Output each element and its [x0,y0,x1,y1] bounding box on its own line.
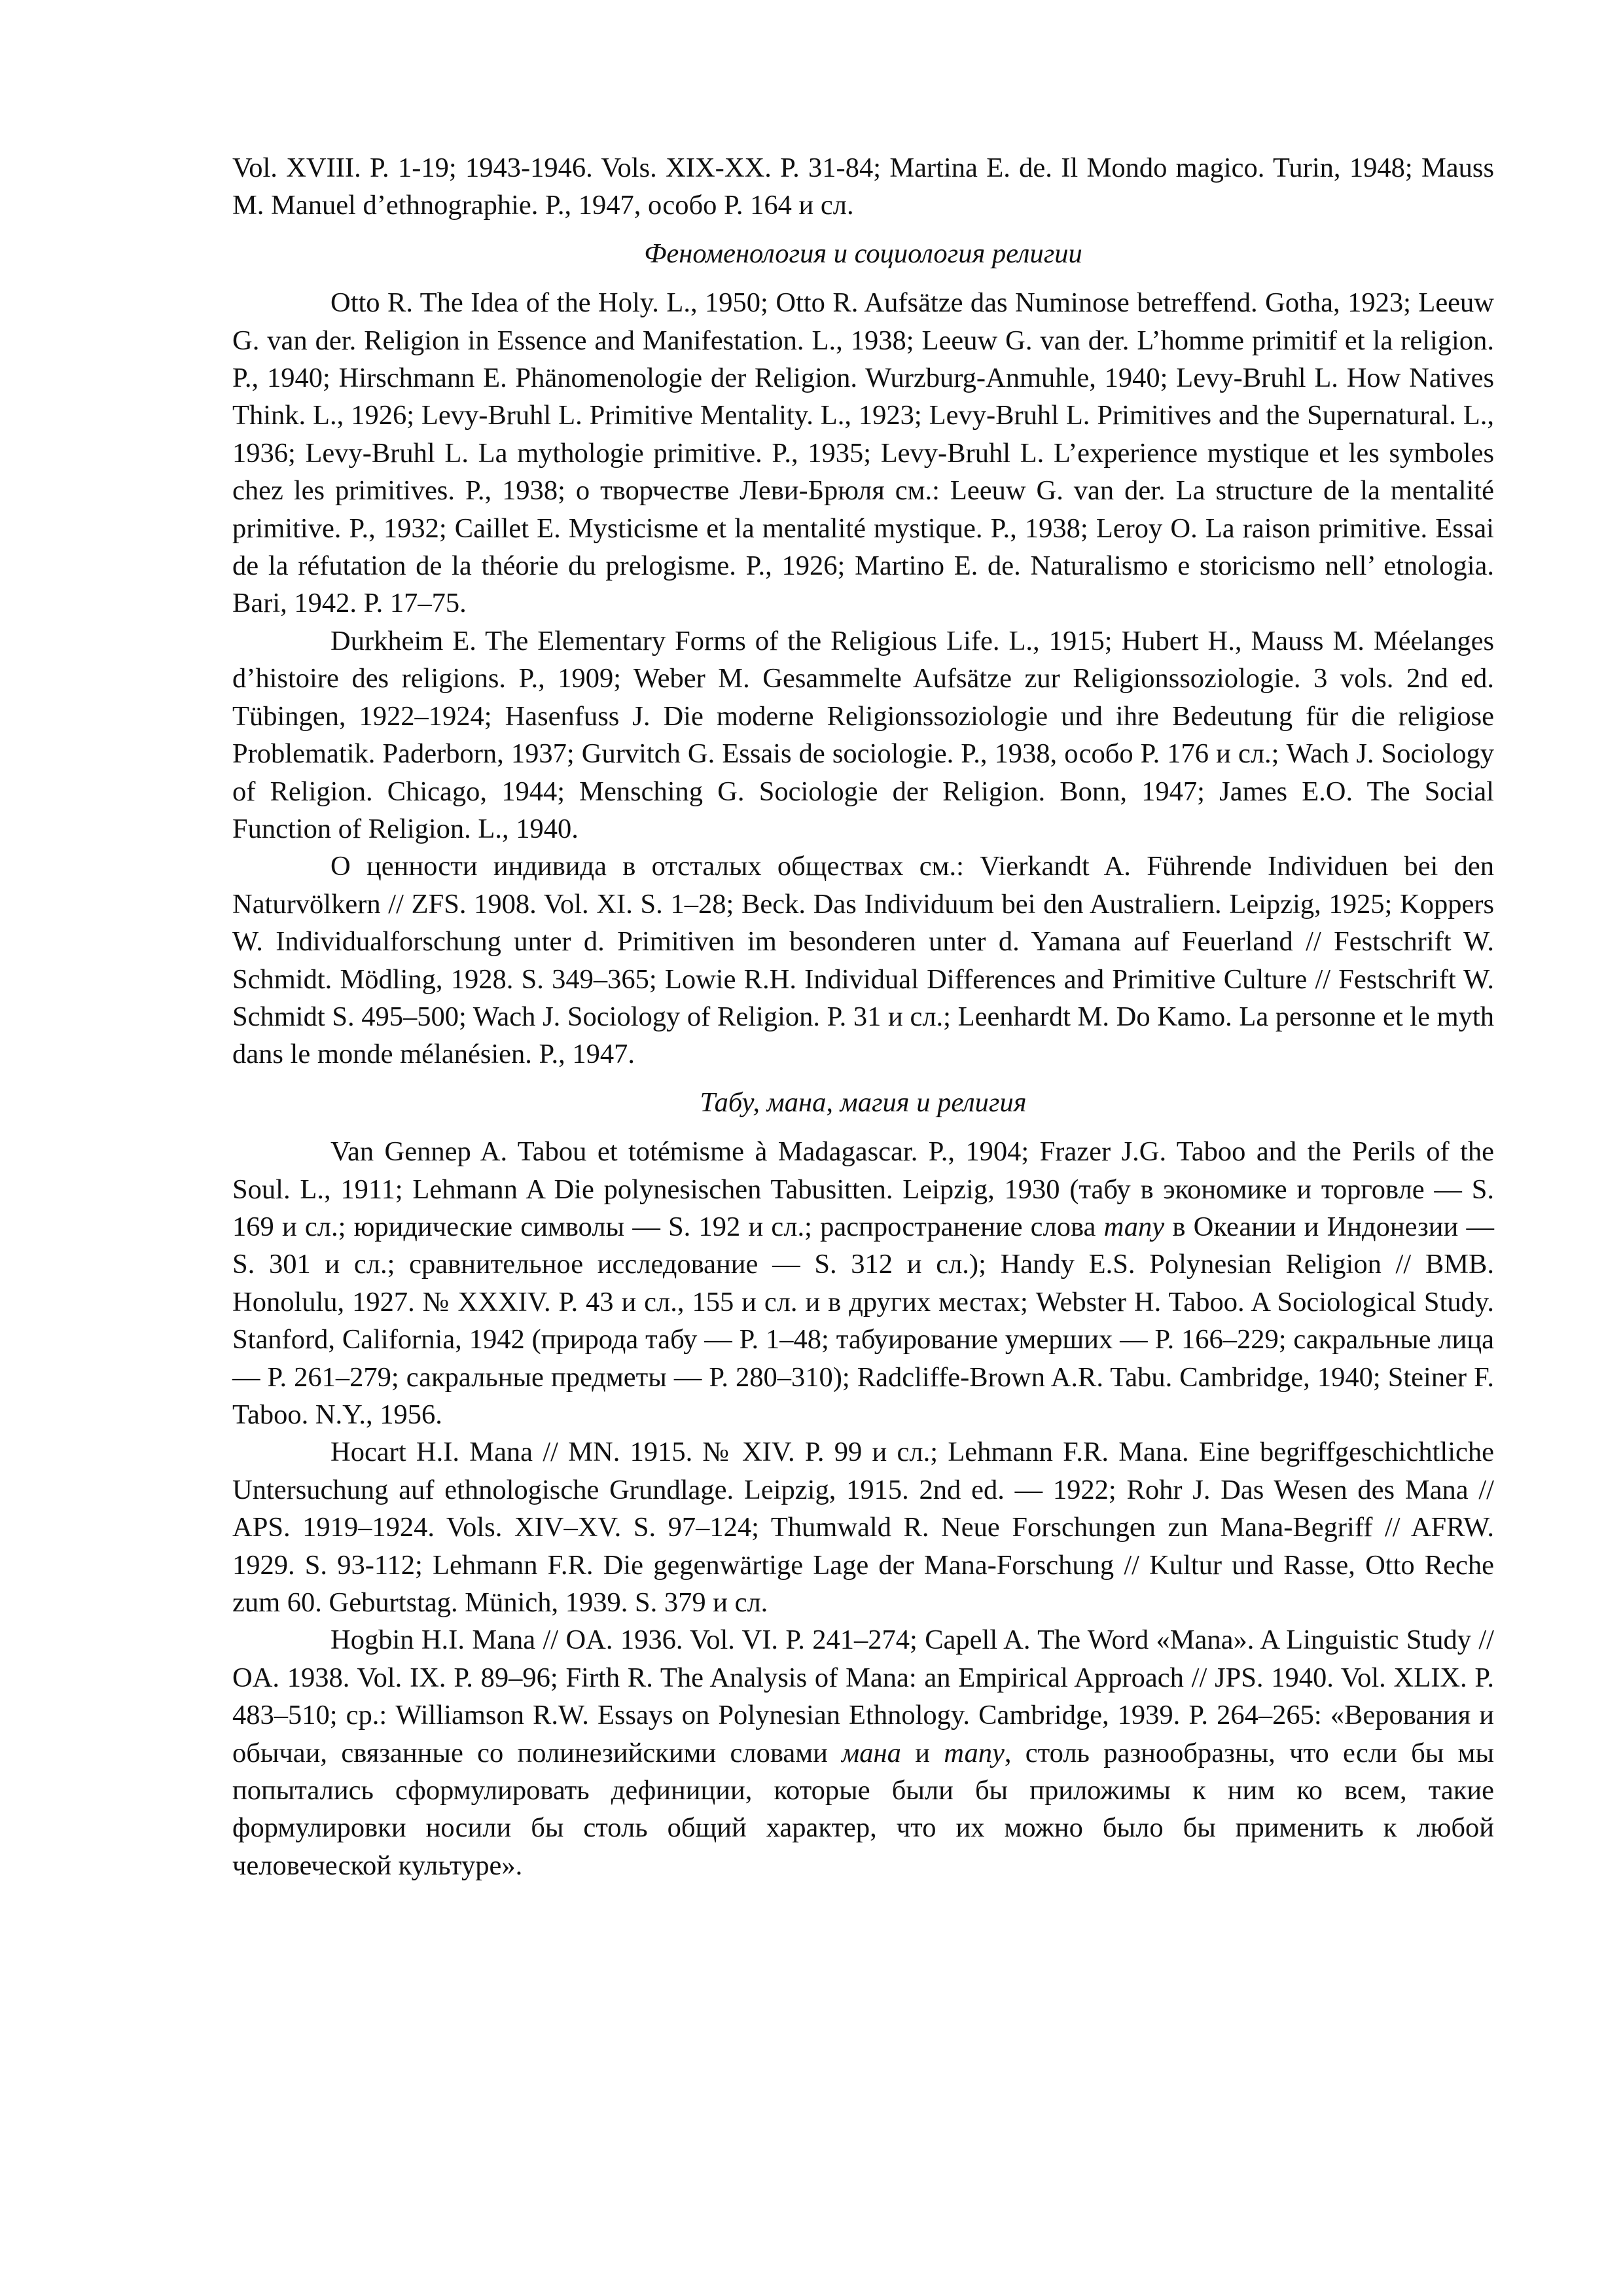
paragraph-taboo-3-part-b: , столь разнообразны, что если бы мы попытались сформулировать дефиниции, которые были бы приложимы к ним ко всем, такие формулировки носили бы столь общий характер, что их можно было бы применить к любой человеческой культуре». [232,1737,1495,1881]
term-tapu: тапу [1103,1211,1165,1242]
term-mana: мана [842,1737,901,1768]
paragraph-taboo-1-part-a: Van Gennep A. Tabou et totémisme à Madagascar. P., 1904; Frazer J.G. Taboo and the Perils of the Soul. L., 1911; Lehmann A Die polynesischen Tabusitten. Leipzig, 1930 (табу в экономике и торговле — S. 169 и сл.; юридические символы — S. 192 и сл.; распространение слова [232,1136,1494,1242]
paragraph-taboo-1-part-b: в Океании и Индонезии — S. 301 и сл.; сравнительное исследование — S. 312 и сл.); Handy E.S. Polynesian Religion // BMB. Honolulu, 1927. № XXXIV. P. 43 и сл., 155 и сл. и в других местах; Webster H. Taboo. A Sociological Study. Stanford, California, 1942 (природа табу — P. 1–48; табуирование умерших — P. 166–229; сакральные лица — P. 261–279; сакральные предметы — P. 280–310); Radcliffe-Brown A.R. Tabu. Cambridge, 1940; Steiner F. Taboo. N.Y., 1956. [232,1211,1495,1430]
paragraph-taboo-2: Hocart H.I. Mana // MN. 1915. № XIV. P. 99 и сл.; Lehmann F.R. Mana. Eine begriffgeschichtliche Untersuchung auf ethnologische Grundlage. Leipzig, 1915. 2nd ed. — 1922; Rohr J. Das Wesen des Mana // APS. 1919–1924. Vols. XIV–XV. S. 97–124; Thumwald R. Neue Forschungen zun Mana-Begriff // AFRW. 1929. S. 93-112; Lehmann F.R. Die gegenwärtige Lage der Mana-Forschung // Kultur und Rasse, Otto Reche zum 60. Geburtstag. Münich, 1939. S. 379 и сл. [232,1437,1494,1619]
paragraph-phenomenology-3: О ценности индивида в отсталых обществах см.: Vierkandt A. Führende Individuen bei den Naturvölkern // ZFS. 1908. Vol. XI. S. 1–28; Beck. Das Individuum bei den Australiern. Leipzig, 1925; Koppers W. Individualforschung unter d. Primitiven im besonderen unter d. Yamana auf Feuerland // Festschrift W. Schmidt. Mödling, 1928. S. 349–365; Lowie R.H. Individual Differences and Primitive Culture // Festschrift W. Schmidt S. 495–500; Wach J. Sociology of Religion. P. 31 и сл.; Leenhardt M. Do Kamo. La personne et le myth dans le monde mélanésien. P., 1947. [232,851,1494,1070]
section-heading-taboo: Табу, мана, магия и религия [700,1086,1027,1118]
conjunction: и [915,1737,930,1768]
paragraph-taboo-1 [232,1133,1494,1433]
intro-paragraph: Vol. XVIII. P. 1-19; 1943-1946. Vols. XIX-XX. P. 31-84; Martina E. de. Il Mondo magico. Turin, 1948; Mauss M. Manuel d’ethnographie. P., 1947, особо P. 164 и сл. [232,152,1494,221]
paragraph-phenomenology-1: Otto R. The Idea of the Holy. L., 1950; Otto R. Aufsätze das Numinose betreffend. Gotha, 1923; Leeuw G. van der. Religion in Essence and Manifestation. L., 1938; Leeuw G. van der. L’homme primitif et la religion. P., 1940; Hirschmann E. Phänomenologie der Religion. Wurzburg-Anmuhle, 1940; Levy-Bruhl L. How Natives Think. L., 1926; Levy-Bruhl L. Primitive Mentality. L., 1923; Levy-Bruhl L. Primitives and the Supernatural. L., 1936; Levy-Bruhl L. La mythologie primitive. P., 1935; Levy-Bruhl L. L’experience mystique et les symboles chez les primitives. P., 1938; о творчестве Леви-Брюля см.: Leeuw G. van der. La structure de la mentalité primitive. P., 1932; Caillet E. Mysticisme et la mentalité mystique. P., 1938; Leroy O. La raison primitive. Essai de la réfutation de la théorie du prelogisme. P., 1926; Martino E. de. Naturalismo e storicismo nell’ etnologia. Bari, 1942. P. 17–75. [232,287,1494,619]
paragraph-taboo-3 [232,1621,1494,1884]
paragraph-phenomenology-2: Durkheim E. The Elementary Forms of the Religious Life. L., 1915; Hubert H., Mauss M. Méelanges d’histoire des religions. P., 1909; Weber M. Gesammelte Aufsätze zur Religionssoziologie. 3 vols. 2nd ed. Tübingen, 1922–1924; Hasenfuss J. Die moderne Religionssoziologie und ihre Bedeutung für die religiose Problematik. Paderborn, 1937; Gurvitch G. Essais de sociologie. P., 1938, особо P. 176 и сл.; Wach J. Sociology of Religion. Chicago, 1944; Mensching G. Sociologie der Religion. Bonn, 1947; James E.O. The Social Function of Religion. L., 1940. [232,625,1494,844]
term-tapu-2: тапу [944,1737,1005,1768]
document-page [232,149,1494,1884]
section-heading-phenomenology: Феноменология и социология религии [644,238,1082,269]
paragraph-taboo-3-part-a: Hogbin H.I. Mana // OA. 1936. Vol. VI. P. 241–274; Capell A. The Word «Mana». A Linguistic Study // OA. 1938. Vol. IX. P. 89–96; Firth R. The Analysis of Mana: an Empirical Approach // JPS. 1940. Vol. XLIX. P. 483–510; ср.: Williamson R.W. Essays on Polynesian Ethnology. Cambridge, 1939. P. 264–265: «Верования и обычаи, связанные со полинезийскими словами [232,1624,1494,1768]
